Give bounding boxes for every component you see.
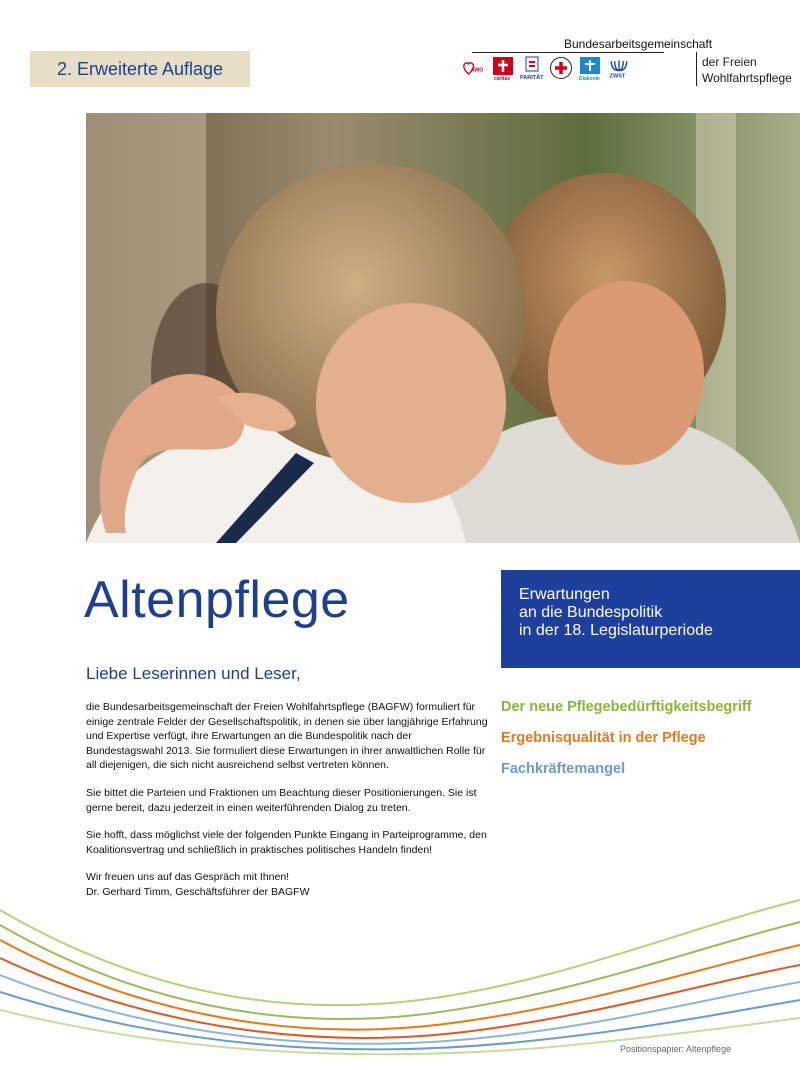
subtitle-line2: an die Bundespolitik (519, 604, 663, 621)
subtitle-line1: Erwartungen (519, 586, 610, 603)
org-header (462, 34, 792, 90)
org-name-line3: Wohlfahrtspflege (702, 71, 792, 85)
org-name-line2: der Freien (702, 55, 757, 69)
paragraph: Sie bittet die Parteien und Fraktionen um Beachtung dieser Positionierungen. Sie ist gerne bereit, dazu jederzeit in einen weiterführenden Dialog zu treten. (86, 786, 477, 814)
decorative-wave-lines (0, 870, 800, 1060)
signature-line: Dr. Gerhard Timm, Geschäftsführer der BAGFW (86, 885, 310, 898)
svg-text:caritas: caritas (494, 76, 511, 80)
diakonie-logo (578, 56, 602, 80)
org-name (540, 36, 770, 52)
closing-line: Wir freuen uns auf das Gespräch mit Ihnen! (86, 871, 290, 884)
subtitle-line3: in der 18. Legislaturperiode (519, 622, 713, 639)
page-title: Altenpflege (84, 571, 350, 629)
org-divider (472, 52, 664, 53)
paragraph: die Bundesarbeitsgemeinschaft der Freien Wohlfahrtspflege (BAGFW) formuliert für einige zentrale Felder der Gesellschaftspolitik, in denen sie über langjährige Erfahrung und Expertise verfügt, ihre Erwartungen an die Bundespolitik nach der Bundestagswahl 2013. Sie formuliert diese Erwartungen in ihrer anwaltlichen Rolle für all diejenigen, die sich nicht ausreichend selbst vertreten können. (86, 701, 488, 772)
topic-link-pflegebeduerftigkeitsbegriff[interactable]: Der neue Pflegebedürftigkeitsbegriff (501, 699, 752, 715)
topic-link-fachkraeftemangel[interactable]: Fachkräftemangel (501, 761, 626, 777)
edition-label: 2. Erweiterte Auflage (30, 51, 250, 87)
hero-photo (86, 113, 800, 543)
org-name-line1: Bundesarbeitsgemeinschaft (564, 37, 713, 51)
topic-link-ergebnisqualitaet[interactable]: Ergebnisqualität in der Pflege (501, 730, 706, 746)
svg-text:Diakonie: Diakonie (579, 76, 600, 80)
member-logos (462, 56, 631, 80)
svg-text:PARITÄT: PARITÄT (520, 75, 544, 80)
zwst-logo (607, 56, 631, 80)
footer-label: Positionspapier: Altenpflege (620, 1044, 732, 1054)
svg-text:ZWST: ZWST (609, 73, 626, 80)
awo-logo (462, 56, 486, 80)
org-vertical-divider (696, 52, 697, 86)
greeting: Liebe Leserinnen und Leser, (86, 664, 301, 683)
paragraph: Sie hofft, dass möglichst viele der folgenden Punkte Eingang in Parteiprogramme, den Koalitionsvertrag und schließlich in praktisches politisches Handeln finden! (86, 829, 487, 856)
paritaet-logo (520, 56, 544, 80)
caritas-logo (491, 56, 515, 80)
subtitle-box (501, 570, 800, 668)
svg-text:AWO: AWO (470, 67, 484, 74)
red-cross-logo (549, 56, 573, 80)
